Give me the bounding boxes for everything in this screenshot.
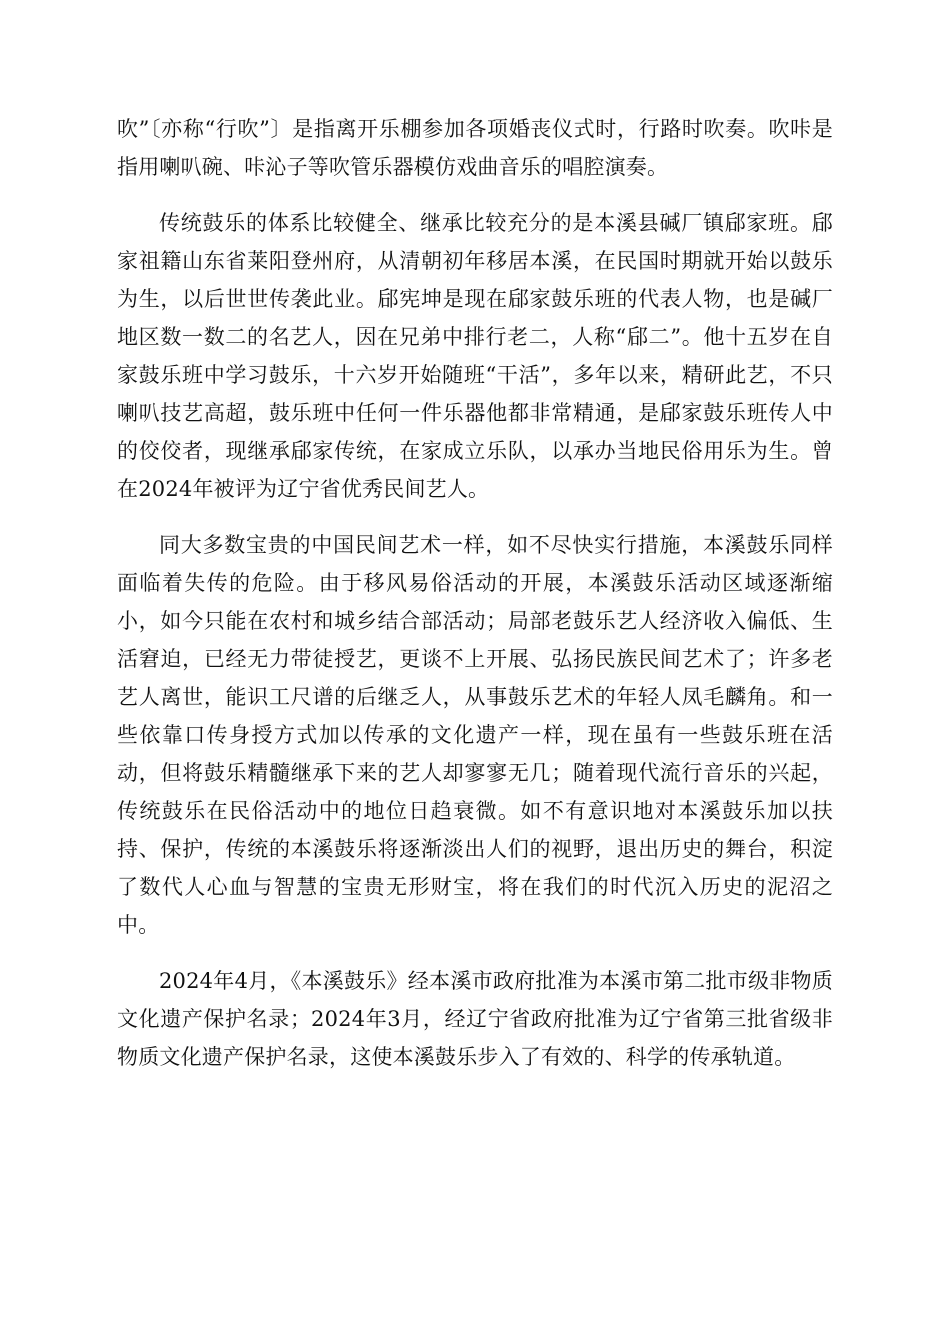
paragraph-3: 同大多数宝贵的中国民间艺术一样，如不尽快实行措施，本溪鼓乐同样面临着失传的危险。由于移风易俗活动的开展，本溪鼓乐活动区域逐渐缩小，如今只能在农村和城乡结合部活动；局部老鼓乐艺人经济收入偏低、生活窘迫，已经无力带徒授艺，更谈不上开展、弘扬民族民间艺术了；许多老艺人离世，能识工尺谱的后继乏人，从事鼓乐艺术的年轻人凤毛麟角。和一些依靠口传身授方式加以传承的文化遗产一样，现在虽有一些鼓乐班在活动，但将鼓乐精髓继承下来的艺人却寥寥无几；随着现代流行音乐的兴起，传统鼓乐在民俗活动中的地位日趋衰微。如不有意识地对本溪鼓乐加以扶持、保护，传统的本溪鼓乐将逐渐淡出人们的视野，退出历史的舞台，积淀了数代人心血与智慧的宝贵无形财宝，将在我们的时代沉入历史的泥沼之中。 bbox=[117, 533, 833, 937]
document-body bbox=[117, 110, 833, 1094]
paragraph-4: 2024年4月，《本溪鼓乐》经本溪市政府批准为本溪市第二批市级非物质文化遗产保护名录；2024年3月，经辽宁省政府批准为辽宁省第三批省级非物质文化遗产保护名录，这使本溪鼓乐步入了有效的、科学的传承轨道。 bbox=[117, 969, 833, 1069]
paragraph-2: 传统鼓乐的体系比较健全、继承比较充分的是本溪县碱厂镇郈家班。郈家祖籍山东省莱阳登州府，从清朝初年移居本溪，在民国时期就开始以鼓乐为生，以后世世传袭此业。郈宪坤是现在郈家鼓乐班的代表人物，也是碱厂地区数一数二的名艺人，因在兄弟中排行老二，人称“郈二”。他十五岁在自家鼓乐班中学习鼓乐，十六岁开始随班“干活”，多年以来，精研此艺，不只喇叭技艺高超，鼓乐班中任何一件乐器他都非常精通，是郈家鼓乐班传人中的佼佼者，现继承郈家传统，在家成立乐队，以承办当地民俗用乐为生。曾在2024年被评为辽宁省优秀民间艺人。 bbox=[117, 211, 833, 501]
paragraph-1: 吹”〔亦称“行吹”〕是指离开乐棚参加各项婚丧仪式时，行路时吹奏。吹咔是指用喇叭碗、咔沁子等吹管乐器模仿戏曲音乐的唱腔演奏。 bbox=[117, 117, 833, 179]
